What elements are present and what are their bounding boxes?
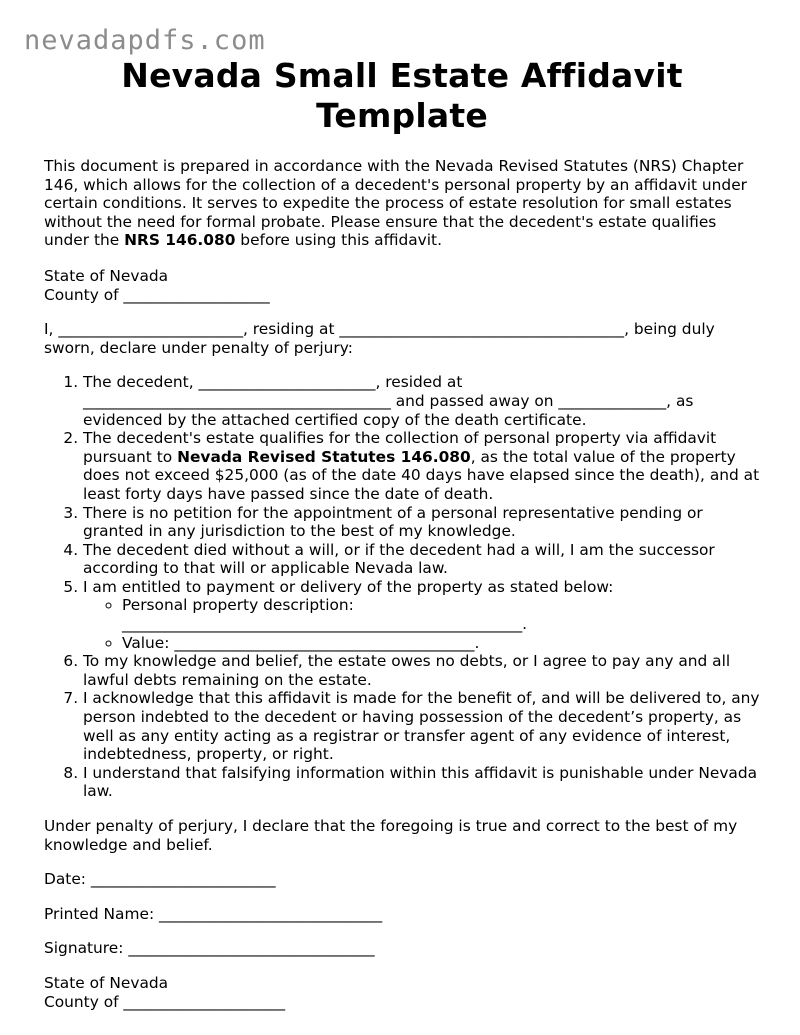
item-2-text-2: , as the total value of the property does not exceed $25,000 (as of the date 40 days have elapsed since the death), and at least forty days have passed since the date of death. [83, 447, 760, 503]
intro-statute-ref: NRS 146.080 [124, 231, 236, 250]
list-item [83, 764, 760, 801]
property-value-line: ◦ Value: _______________________________________. [122, 634, 760, 653]
page-title: Nevada Small Estate Affidavit Template [121, 56, 683, 135]
closing-paragraph: Under penalty of perjury, I declare that the foregoing is true and correct to the best of my knowledge and belief. [44, 817, 738, 854]
list-item [83, 504, 760, 541]
intro-paragraph [44, 157, 760, 250]
item-6-text: To my knowledge and belief, the estate owes no debts, or I agree to pay any and all lawful debts remaining on the estate. [83, 652, 731, 689]
final-venue-block [44, 974, 760, 1011]
intro-text-2: before using this affidavit. [235, 231, 442, 250]
property-description-line: ◦ Personal property description: ____________________________________________________. [122, 596, 760, 633]
item-2-statute-ref: Nevada Revised Statutes 146.080 [177, 447, 471, 466]
item-7-text: I acknowledge that this affidavit is made for the benefit of, and will be delivered to, any person indebted to the decedent or having possession of the decedent’s property, as well as any entity acting as a registrar or transfer agent of any evidence of interest, indebtedness, property, or right. [83, 689, 760, 764]
venue-block [44, 267, 760, 304]
venue-state: State of Nevada [44, 266, 169, 285]
list-item [83, 541, 760, 578]
affidavit-items-list [44, 373, 760, 801]
list-item [83, 689, 760, 763]
watermark: nevadapdfs.com [24, 25, 266, 56]
signature-line: Signature: ________________________________ [44, 939, 375, 958]
document-page [44, 56, 760, 1011]
item-4-text: The decedent died without a will, or if the decedent had a will, I am the successor according to that will or applicable Nevada law. [83, 540, 715, 578]
intro-text-1: This document is prepared in accordance with the Nevada Revised Statutes (NRS) Chapter 146, which allows for the collection of a decedent's personal property by an affidavit under certain conditions. It serves to expedite the process of estate resolution for small estates without the need for formal probate. Please ensure that the decedent's estate qualifies under the [44, 157, 747, 250]
property-sublist [83, 596, 760, 652]
list-item [83, 578, 760, 652]
item-1-text: The decedent, _______________________, resided at ________________________________________ and passed away on ______________, as evidenced by the attached certified copy of the death certificate. [83, 373, 694, 429]
date-line: Date: ________________________ [44, 870, 276, 889]
list-item [83, 373, 760, 429]
list-item [83, 429, 760, 503]
printed-name-line: Printed Name: _____________________________ [44, 904, 383, 923]
list-item [83, 652, 760, 689]
final-venue-state: State of Nevada [44, 973, 169, 992]
item-5-text: I am entitled to payment or delivery of the property as stated below: [83, 577, 614, 596]
venue-county: County of ___________________ [44, 285, 270, 304]
item-2-text-1: The decedent's estate qualifies for the collection of personal property via affidavit pursuant to [83, 429, 717, 466]
item-3-text: There is no petition for the appointment of a personal representative pending or granted in any jurisdiction to the best of my knowledge. [83, 503, 703, 541]
item-8-text: I understand that falsifying information within this affidavit is punishable under Nevada law. [83, 763, 758, 801]
final-venue-county: County of _____________________ [44, 992, 286, 1011]
declaration-paragraph: I, ________________________, residing at _____________________________________, being duly sworn, declare under penalty of perjury: [44, 320, 715, 357]
